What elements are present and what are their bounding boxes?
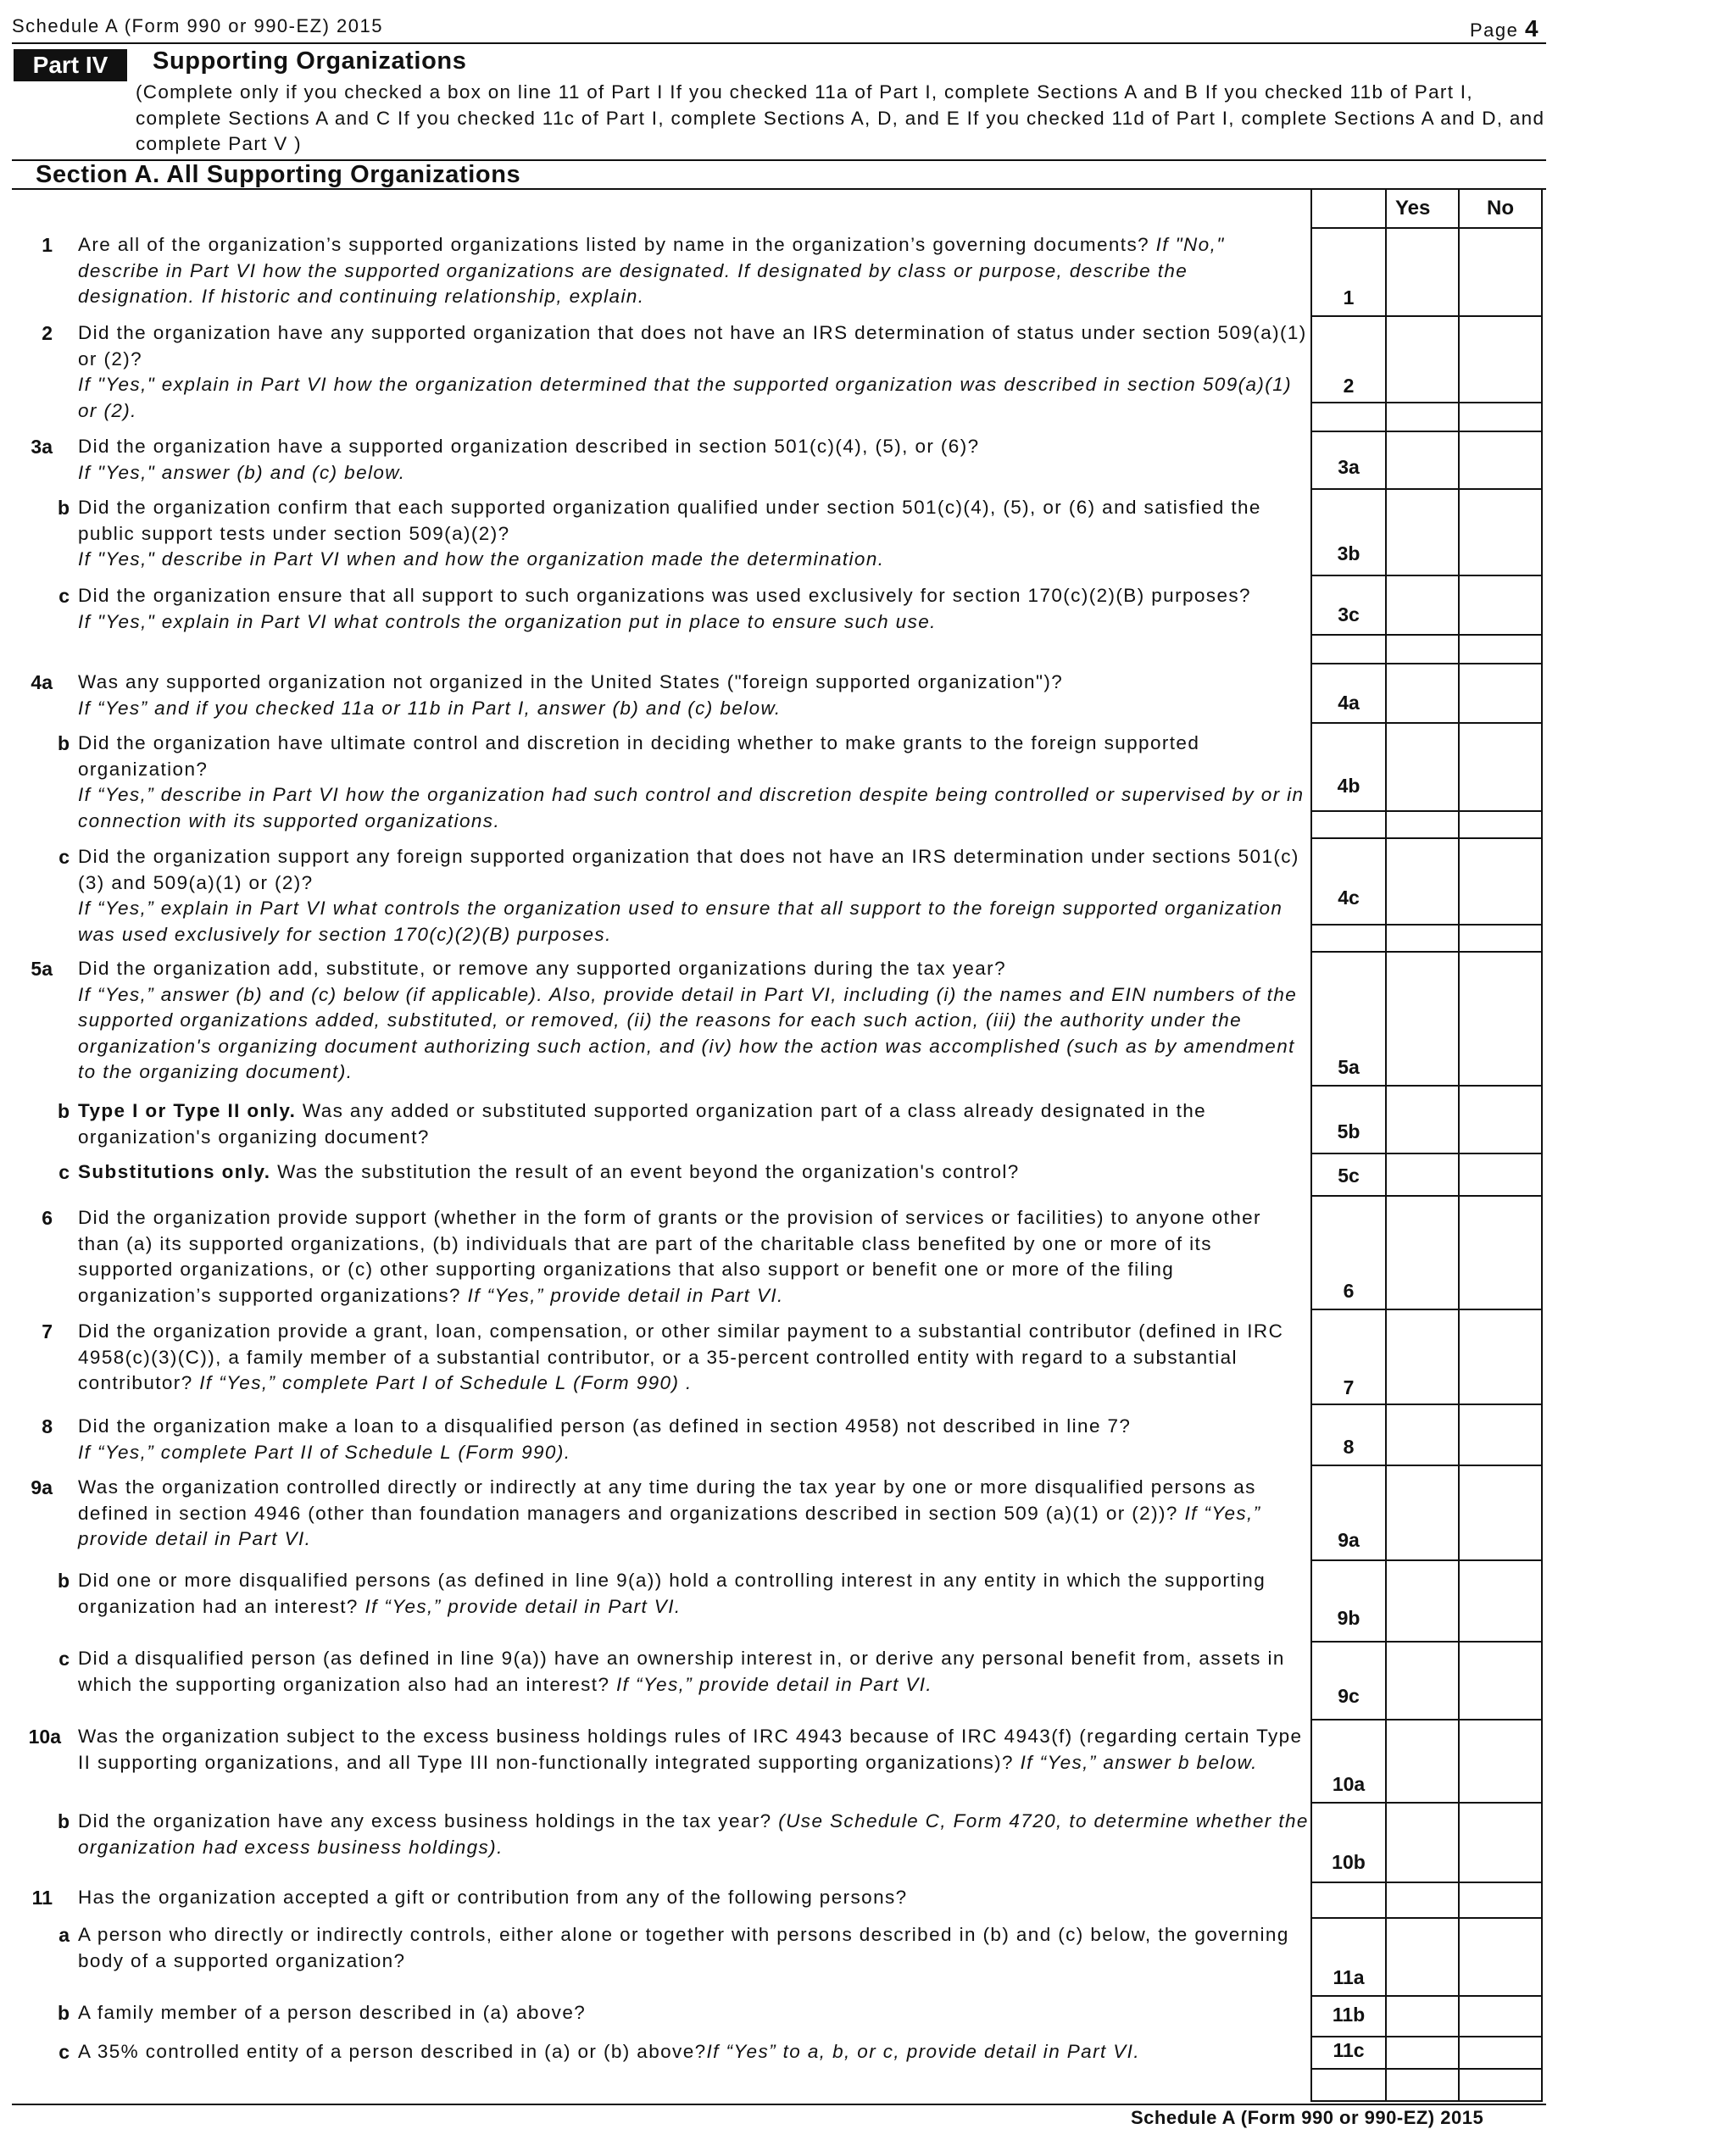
question-number: 9a: [31, 1476, 53, 1498]
question-number: 4a: [31, 671, 53, 693]
question-instruction: If "Yes," describe in Part VI when and how the organization made the determination.: [78, 548, 885, 570]
line-number: 8: [1343, 1436, 1355, 1458]
question-instruction: If "Yes," explain in Part VI what controls the organization put in place to ensure such use.: [78, 610, 937, 632]
question-number: a: [58, 1924, 70, 1946]
grid-line: [1310, 1085, 1543, 1087]
question-number: 3a: [31, 436, 53, 458]
line-number: 11a: [1333, 1966, 1365, 1988]
question-text: Did the organization have a supported organization described in section 501(c)(4), (5), or (6)?: [78, 436, 980, 457]
question-number: c: [58, 585, 70, 607]
question-8: [78, 1414, 1309, 1465]
question-text: Was the organization subject to the excess business holdings rules of IRC 4943 because of IRC 4943(f) (regarding certain Type II supporting organizations, and all Type III non-functionally integrated supporting organizations)?: [78, 1726, 1303, 1773]
question-instruction: If “Yes,” provide detail in Part VI.: [467, 1284, 784, 1306]
grid-line: [1310, 1995, 1543, 1997]
question-10b: [78, 1809, 1309, 1860]
grid-line: [1310, 722, 1543, 724]
question-text: Did the organization make a loan to a disqualified person (as defined in section 4958) not described in line 7?: [78, 1415, 1132, 1437]
question-number: c: [58, 1648, 70, 1670]
question-number: 10a: [28, 1726, 61, 1748]
divider: [12, 188, 1546, 190]
question-number: b: [57, 1100, 70, 1122]
line-number: 4c: [1338, 887, 1360, 909]
grid-line: [1310, 488, 1543, 490]
question-text: Did one or more disqualified persons (as defined in line 9(a)) hold a controlling interest in any entity in which the supporting organization had an interest?: [78, 1570, 1266, 1617]
line-number: 3c: [1338, 603, 1360, 625]
question-text: Did the organization ensure that all support to such organizations was used exclusively for section 170(c)(2)(B) purposes?: [78, 585, 1251, 606]
line-number: 5b: [1337, 1120, 1360, 1142]
grid-line: [1310, 227, 1543, 229]
grid-line: [1310, 1802, 1543, 1804]
grid-line: [1310, 837, 1543, 839]
question-text: Did a disqualified person (as defined in line 9(a)) have an ownership interest in, or derive any personal benefit from, assets in which the supporting organization also had an interest?: [78, 1648, 1285, 1695]
grid-line: [1310, 810, 1543, 812]
grid-line: [1310, 634, 1543, 636]
part-instructions: (Complete only if you checked a box on line 11 of Part I If you checked 11a of Part I, complete Sections A and B If you checked 11b of Part I, complete Sections A and C If you checked 11c of Part I, complete Sections A, D, and E If you checked 11d of Part I, complete Sections A and D, and complete Part V ): [136, 81, 1545, 154]
grid-line: [1541, 188, 1543, 2100]
question-number: 7: [42, 1320, 53, 1342]
grid-line: [1310, 2068, 1543, 2070]
grid-line: [1310, 1309, 1543, 1310]
grid-line: [1310, 663, 1543, 664]
question-instruction: If “Yes,” provide detail in Part VI.: [78, 1502, 1261, 1549]
question-instruction: If “Yes” and if you checked 11a or 11b in Part I, answer (b) and (c) below.: [78, 697, 782, 719]
grid-line: [1310, 315, 1543, 317]
question-9a: [78, 1475, 1309, 1553]
question-4c: [78, 844, 1309, 948]
question-text: Was any supported organization not organized in the United States ("foreign supported organization")?: [78, 671, 1064, 692]
question-4a: [78, 670, 1309, 721]
page-number-value: 4: [1525, 15, 1540, 42]
question-number: b: [57, 732, 70, 754]
grid-line: [1310, 1559, 1543, 1561]
question-number: 8: [42, 1415, 53, 1437]
question-number: b: [57, 1570, 70, 1592]
question-3c: [78, 583, 1309, 635]
question-number: 5a: [31, 958, 53, 980]
question-instruction: If "Yes," explain in Part VI how the organization determined that the supported organization was described in section 509(a)(1) or (2).: [78, 374, 1292, 421]
line-number: 6: [1343, 1280, 1355, 1302]
line-number: 5c: [1338, 1165, 1360, 1187]
question-instruction: If "No," describe in Part VI how the supported organizations are designated. If designated by class or purpose, describe the designation. If historic and continuing relationship, explain.: [78, 234, 1225, 307]
grid-line: [1458, 188, 1460, 2100]
question-text: A family member of a person described in (a) above?: [78, 2002, 587, 2023]
question-11a: [78, 1922, 1309, 1974]
line-number: 5a: [1338, 1056, 1360, 1078]
grid-line: [1310, 1719, 1543, 1720]
question-number: c: [58, 1161, 70, 1183]
question-4b: [78, 731, 1309, 834]
grid-line: [1310, 1153, 1543, 1154]
divider: [12, 42, 1546, 44]
grid-line: [1310, 1465, 1543, 1466]
question-instruction: If “Yes,” explain in Part VI what controls the organization used to ensure that all support to the foreign supported organization was used exclusively for section 170(c)(2)(B) purposes.: [78, 898, 1283, 945]
part-badge: Part IV: [14, 49, 127, 81]
grid-line: [1310, 431, 1543, 432]
question-text: A 35% controlled entity of a person described in (a) or (b) above?: [78, 2041, 707, 2062]
question-10a: [78, 1724, 1309, 1776]
line-number: 2: [1343, 375, 1355, 397]
part-title: Supporting Organizations: [153, 47, 467, 75]
question-text: Did the organization add, substitute, or remove any supported organizations during the tax year?: [78, 958, 1006, 979]
question-instruction: If “Yes,” provide detail in Part VI.: [616, 1673, 933, 1695]
line-number: 11c: [1333, 2039, 1365, 2061]
line-number: 9b: [1337, 1607, 1360, 1629]
question-instruction: If "Yes," answer (b) and (c) below.: [78, 461, 406, 483]
question-text: A person who directly or indirectly controls, either alone or together with persons described in (b) and (c) below, the governing body of a supported organization?: [78, 1924, 1289, 1971]
form-title: Schedule A (Form 990 or 990-EZ) 2015: [12, 15, 383, 36]
line-number: 4a: [1338, 692, 1360, 714]
question-number: 6: [42, 1207, 53, 1229]
grid-line: [1310, 1882, 1543, 1883]
question-11: [78, 1885, 1309, 1911]
question-5b: [78, 1098, 1309, 1150]
grid-line: [1310, 402, 1543, 403]
line-number: 10a: [1332, 1773, 1366, 1795]
grid-line: [1310, 2036, 1543, 2037]
line-number: 9a: [1338, 1529, 1360, 1551]
question-text: Was the substitution the result of an event beyond the organization's control?: [277, 1161, 1020, 1182]
section-title: Section A. All Supporting Organizations: [36, 161, 521, 188]
question-7: [78, 1319, 1309, 1397]
grid-line: [1310, 2100, 1543, 2102]
question-text: Did the organization have any excess business holdings in the tax year?: [78, 1810, 772, 1832]
line-number: 10b: [1332, 1851, 1366, 1873]
question-lead: Type I or Type II only.: [78, 1100, 297, 1121]
question-instruction: If “Yes,” provide detail in Part VI.: [364, 1595, 682, 1617]
grid-line: [1310, 1404, 1543, 1405]
grid-line: [1310, 924, 1543, 926]
question-instruction: If “Yes” to a, b, or c, provide detail in Part VI.: [706, 2041, 1140, 2062]
question-number: c: [58, 846, 70, 868]
page-number: [1470, 15, 1539, 42]
question-text: Did the organization have ultimate control and discretion in deciding whether to make grants to the foreign supported organization?: [78, 732, 1200, 780]
question-number: b: [57, 497, 70, 519]
question-text: Did the organization confirm that each supported organization qualified under section 501(c)(4), (5), or (6) and satisfied the public support tests under section 509(a)(2)?: [78, 497, 1261, 544]
question-instruction: If “Yes,” complete Part II of Schedule L (Form 990).: [78, 1441, 571, 1463]
grid-line: [1310, 951, 1543, 953]
grid-line: [1310, 575, 1543, 576]
divider: [12, 2104, 1546, 2105]
question-11c: [78, 2039, 1309, 2065]
grid-line: [1310, 1917, 1543, 1919]
question-number: 2: [42, 322, 53, 344]
question-number: 11: [31, 1887, 53, 1909]
question-11b: [78, 2000, 1309, 2026]
page-label: Page: [1470, 19, 1519, 41]
question-text: Did the organization support any foreign supported organization that does not have an IRS determination under sections 501(c)(3) and 509(a)(1) or (2)?: [78, 846, 1299, 893]
question-instruction: If “Yes,” describe in Part VI how the organization had such control and discretion despite being controlled or supervised by or in connection with its supported organizations.: [78, 784, 1305, 831]
line-number: 4b: [1337, 775, 1360, 797]
grid-line: [1310, 1195, 1543, 1197]
question-number: b: [57, 1810, 70, 1832]
question-instruction: (Use Schedule C, Form 4720, to determine whether the organization had excess business holdings).: [78, 1810, 1309, 1858]
line-number: 11b: [1332, 2004, 1366, 2026]
question-number: b: [57, 2002, 70, 2024]
question-5c: [78, 1159, 1309, 1186]
question-instruction: If “Yes,” answer b below.: [1020, 1751, 1258, 1773]
question-2: [78, 320, 1309, 424]
question-6: [78, 1205, 1309, 1309]
question-text: Did the organization provide support (whether in the form of grants or the provision of services or facilities) to anyone other than (a) its supported organizations, (b) individuals that are part of the charitable class benefited by one or more of its supported organizations, or (c) other supporting organizations that also support or benefit one or more of the filing organization’s supported organizations?: [78, 1207, 1261, 1306]
question-text: Did the organization provide a grant, loan, compensation, or other similar payment to a substantial contributor (defined in IRC 4958(c)(3)(C)), a family member of a substantial contributor, or a 35-percent controlled entity with regard to a substantial contributor?: [78, 1320, 1284, 1393]
line-number: 3b: [1337, 542, 1360, 564]
question-lead: Substitutions only.: [78, 1161, 271, 1182]
question-3b: [78, 495, 1309, 573]
question-text: Was any added or substituted supported organization part of a class already designated in the organization's organizing document?: [78, 1100, 1207, 1148]
grid-line: [1310, 1641, 1543, 1643]
question-text: Was the organization controlled directly or indirectly at any time during the tax year by one or more disqualified persons as defined in section 4946 (other than foundation managers and organizations described in section 509 (a)(1) or (2))?: [78, 1476, 1256, 1524]
grid-line: [1385, 188, 1387, 2100]
column-header-yes: Yes: [1395, 197, 1431, 220]
line-number: 3a: [1338, 456, 1360, 478]
question-instruction: If “Yes,” answer (b) and (c) below (if applicable). Also, provide detail in Part VI, including (i) the names and EIN numbers of the supported organizations added, substituted, or removed, (ii) the reasons for each such action, (iii) the authority under the organization's organizing document authorizing such action, and (iv) how the action was accomplished (such as by amendment to the organizing document).: [78, 983, 1298, 1082]
question-text: Has the organization accepted a gift or contribution from any of the following persons?: [78, 1887, 908, 1908]
question-9c: [78, 1646, 1309, 1698]
question-instruction: If “Yes,” complete Part I of Schedule L (Form 990) .: [199, 1372, 693, 1393]
question-3a: [78, 434, 1309, 486]
question-text: Are all of the organization’s supported organizations listed by name in the organization’s governing documents?: [78, 234, 1150, 255]
question-text: Did the organization have any supported organization that does not have an IRS determination of status under section 509(a)(1) or (2)?: [78, 322, 1307, 370]
column-header-no: No: [1487, 197, 1514, 220]
question-number: 1: [42, 234, 53, 256]
question-1: [78, 232, 1309, 310]
line-number: 9c: [1338, 1685, 1360, 1707]
question-number: c: [58, 2041, 70, 2063]
line-number: 7: [1343, 1376, 1355, 1398]
question-9b: [78, 1568, 1309, 1620]
question-5a: [78, 956, 1309, 1086]
line-number: 1: [1343, 286, 1355, 309]
footer-form-title: Schedule A (Form 990 or 990-EZ) 2015: [1131, 2107, 1484, 2128]
